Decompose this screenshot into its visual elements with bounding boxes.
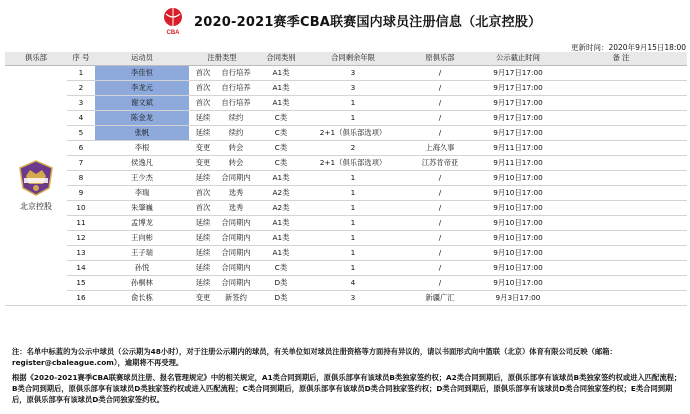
deadline: 9月17日17:00 bbox=[481, 125, 555, 140]
table-header-row bbox=[5, 52, 687, 65]
contract-years: 1 bbox=[307, 170, 399, 185]
reg-type: 延续 bbox=[189, 275, 217, 290]
notes bbox=[12, 346, 684, 409]
table-row bbox=[5, 155, 687, 170]
row-number: 5 bbox=[67, 125, 95, 140]
col-club: 俱乐部 bbox=[5, 52, 67, 65]
note-cell bbox=[555, 65, 687, 80]
contract-class: A1类 bbox=[255, 80, 307, 95]
reg-type: 首次 bbox=[189, 200, 217, 215]
reg-type: 首次 bbox=[189, 185, 217, 200]
player-name: 王子瑞 bbox=[95, 245, 189, 260]
previous-club: / bbox=[399, 260, 481, 275]
table-row bbox=[5, 140, 687, 155]
page-header bbox=[0, 0, 690, 40]
contract-years: 1 bbox=[307, 95, 399, 110]
deadline: 9月17日17:00 bbox=[481, 110, 555, 125]
table-row bbox=[5, 290, 687, 305]
previous-club: / bbox=[399, 215, 481, 230]
player-name: 陈金龙 bbox=[95, 110, 189, 125]
contract-years: 1 bbox=[307, 260, 399, 275]
contract-class: C类 bbox=[255, 110, 307, 125]
reg-subtype: 自行培养 bbox=[217, 65, 255, 80]
note-1: 注：名单中标蓝的为公示中球员（公示期为48小时），对于注册公示期内的球员，有关单位如对球员注册资格等方面持有异议的，请以书面形式向中篮联（北京）体育有限公司反映（邮箱：register@cbaleague.com），逾期将不再受理。 bbox=[12, 347, 617, 367]
contract-years: 3 bbox=[307, 80, 399, 95]
contract-years: 1 bbox=[307, 185, 399, 200]
contract-years: 1 bbox=[307, 215, 399, 230]
contract-class: A1类 bbox=[255, 215, 307, 230]
cba-logo-icon bbox=[160, 6, 186, 36]
contract-years: 2+1（俱乐部选项） bbox=[307, 125, 399, 140]
reg-subtype: 续约 bbox=[217, 125, 255, 140]
table-row bbox=[5, 170, 687, 185]
previous-club: / bbox=[399, 245, 481, 260]
col-note: 备 注 bbox=[555, 52, 687, 65]
contract-years: 3 bbox=[307, 290, 399, 305]
logo-text: CBA bbox=[166, 30, 180, 36]
player-name: 侯逸凡 bbox=[95, 155, 189, 170]
contract-class: A2类 bbox=[255, 185, 307, 200]
club-name: 北京控股 bbox=[20, 202, 52, 211]
reg-type: 延续 bbox=[189, 110, 217, 125]
previous-club: / bbox=[399, 80, 481, 95]
table-row bbox=[5, 200, 687, 215]
note-cell bbox=[555, 125, 687, 140]
deadline: 9月10日17:00 bbox=[481, 245, 555, 260]
reg-type: 延续 bbox=[189, 215, 217, 230]
row-number: 14 bbox=[67, 260, 95, 275]
contract-class: A2类 bbox=[255, 200, 307, 215]
note-cell bbox=[555, 185, 687, 200]
player-name: 朱肇巍 bbox=[95, 200, 189, 215]
row-number: 16 bbox=[67, 290, 95, 305]
contract-years: 1 bbox=[307, 230, 399, 245]
reg-subtype: 合同期内 bbox=[217, 275, 255, 290]
reg-subtype: 转会 bbox=[217, 155, 255, 170]
reg-type: 延续 bbox=[189, 230, 217, 245]
contract-class: A1类 bbox=[255, 170, 307, 185]
deadline: 9月17日17:00 bbox=[481, 95, 555, 110]
col-deadline: 公示截止时间 bbox=[481, 52, 555, 65]
player-name: 李龙元 bbox=[95, 80, 189, 95]
previous-club: 上海久事 bbox=[399, 140, 481, 155]
reg-type: 延续 bbox=[189, 260, 217, 275]
previous-club: / bbox=[399, 170, 481, 185]
contract-years: 2 bbox=[307, 140, 399, 155]
col-player: 运动员 bbox=[95, 52, 189, 65]
reg-type: 变更 bbox=[189, 290, 217, 305]
update-time: 更新时间：2020年9月15日18:00 bbox=[570, 43, 686, 52]
contract-class: A1类 bbox=[255, 245, 307, 260]
deadline: 9月17日17:00 bbox=[481, 80, 555, 95]
note-cell bbox=[555, 200, 687, 215]
contract-class: C类 bbox=[255, 140, 307, 155]
reg-subtype: 合同期内 bbox=[217, 170, 255, 185]
reg-subtype: 自行培养 bbox=[217, 95, 255, 110]
reg-type: 延续 bbox=[189, 125, 217, 140]
deadline: 9月10日17:00 bbox=[481, 260, 555, 275]
deadline: 9月10日17:00 bbox=[481, 170, 555, 185]
contract-years: 3 bbox=[307, 65, 399, 80]
previous-club: / bbox=[399, 230, 481, 245]
reg-subtype: 合同期内 bbox=[217, 260, 255, 275]
reg-subtype: 自行培养 bbox=[217, 80, 255, 95]
reg-subtype: 合同期内 bbox=[217, 230, 255, 245]
note-cell bbox=[555, 80, 687, 95]
reg-subtype: 合同期内 bbox=[217, 245, 255, 260]
previous-club: / bbox=[399, 200, 481, 215]
contract-class: A1类 bbox=[255, 95, 307, 110]
deadline: 9月10日17:00 bbox=[481, 200, 555, 215]
table-row bbox=[5, 245, 687, 260]
contract-years: 1 bbox=[307, 200, 399, 215]
table-row bbox=[5, 95, 687, 110]
note-cell bbox=[555, 245, 687, 260]
previous-club: / bbox=[399, 275, 481, 290]
previous-club: / bbox=[399, 185, 481, 200]
deadline: 9月10日17:00 bbox=[481, 275, 555, 290]
reg-type: 延续 bbox=[189, 170, 217, 185]
col-reg-type: 注册类型 bbox=[189, 52, 255, 65]
player-name: 王少杰 bbox=[95, 170, 189, 185]
player-name: 孟博龙 bbox=[95, 215, 189, 230]
player-name: 俞长栋 bbox=[95, 290, 189, 305]
note-cell bbox=[555, 290, 687, 305]
reg-type: 首次 bbox=[189, 65, 217, 80]
row-number: 11 bbox=[67, 215, 95, 230]
reg-subtype: 新签约 bbox=[217, 290, 255, 305]
player-name: 孙悦 bbox=[95, 260, 189, 275]
row-number: 12 bbox=[67, 230, 95, 245]
player-name: 孙桐林 bbox=[95, 275, 189, 290]
contract-class: C类 bbox=[255, 260, 307, 275]
reg-subtype: 选秀 bbox=[217, 185, 255, 200]
note-cell bbox=[555, 95, 687, 110]
previous-club: / bbox=[399, 125, 481, 140]
deadline: 9月11日17:00 bbox=[481, 140, 555, 155]
row-number: 15 bbox=[67, 275, 95, 290]
reg-type: 变更 bbox=[189, 140, 217, 155]
table-row bbox=[5, 185, 687, 200]
col-no: 序 号 bbox=[67, 52, 95, 65]
contract-years: 1 bbox=[307, 245, 399, 260]
reg-subtype: 转会 bbox=[217, 140, 255, 155]
reg-type: 变更 bbox=[189, 155, 217, 170]
note-cell bbox=[555, 260, 687, 275]
table-row bbox=[5, 260, 687, 275]
reg-subtype: 合同期内 bbox=[217, 215, 255, 230]
player-name: 李佳恒 bbox=[95, 65, 189, 80]
player-name: 李根 bbox=[95, 140, 189, 155]
table-row bbox=[5, 275, 687, 290]
previous-club: 江苏肯帝亚 bbox=[399, 155, 481, 170]
table-row bbox=[5, 65, 687, 80]
contract-years: 4 bbox=[307, 275, 399, 290]
table-row bbox=[5, 215, 687, 230]
previous-club: / bbox=[399, 65, 481, 80]
row-number: 10 bbox=[67, 200, 95, 215]
contract-class: D类 bbox=[255, 290, 307, 305]
note-cell bbox=[555, 275, 687, 290]
row-number: 7 bbox=[67, 155, 95, 170]
page-title: 2020-2021赛季CBA联赛国内球员注册信息（北京控股） bbox=[194, 15, 542, 30]
note-cell bbox=[555, 110, 687, 125]
reg-type: 延续 bbox=[189, 245, 217, 260]
contract-class: C类 bbox=[255, 155, 307, 170]
club-cell bbox=[5, 65, 67, 305]
row-number: 1 bbox=[67, 65, 95, 80]
contract-class: A1类 bbox=[255, 65, 307, 80]
col-prev-club: 原俱乐部 bbox=[399, 52, 481, 65]
row-number: 2 bbox=[67, 80, 95, 95]
deadline: 9月10日17:00 bbox=[481, 185, 555, 200]
note-cell bbox=[555, 170, 687, 185]
reg-subtype: 续约 bbox=[217, 110, 255, 125]
row-number: 8 bbox=[67, 170, 95, 185]
note-2: 根据《2020-2021赛季CBA联赛球员注册、报名管理规定》中的相关规定，A1类合同到期后，原俱乐部享有该球员B类独家签约权；A2类合同到期后，原俱乐部享有该球员B类独家签约权或进入匹配流程；B类合同到期后，原俱乐部享有该球员D类独家签约权或进入匹配流程；C类合同到期后，原俱乐部享有该球员D类合同独家签约权；D类合同到期后，原俱乐部享有该球员D类合同独家签约权；E类合同到期后，原俱乐部享有该球员D类合同独家签约权。 bbox=[12, 373, 682, 404]
contract-years: 1 bbox=[307, 110, 399, 125]
deadline: 9月3日17:00 bbox=[481, 290, 555, 305]
table-row bbox=[5, 125, 687, 140]
deadline: 9月10日17:00 bbox=[481, 230, 555, 245]
contract-class: C类 bbox=[255, 125, 307, 140]
previous-club: / bbox=[399, 95, 481, 110]
row-number: 6 bbox=[67, 140, 95, 155]
note-cell bbox=[555, 140, 687, 155]
player-name: 谢文斌 bbox=[95, 95, 189, 110]
row-number: 13 bbox=[67, 245, 95, 260]
reg-type: 首次 bbox=[189, 80, 217, 95]
note-cell bbox=[555, 230, 687, 245]
contract-class: D类 bbox=[255, 275, 307, 290]
table-row bbox=[5, 110, 687, 125]
reg-subtype: 选秀 bbox=[217, 200, 255, 215]
deadline: 9月10日17:00 bbox=[481, 215, 555, 230]
contract-years: 2+1（俱乐部选项） bbox=[307, 155, 399, 170]
row-number: 3 bbox=[67, 95, 95, 110]
beijing-royal-fighters-logo-icon bbox=[16, 158, 56, 198]
deadline: 9月11日17:00 bbox=[481, 155, 555, 170]
registration-table bbox=[5, 52, 687, 306]
table-row bbox=[5, 80, 687, 95]
note-cell bbox=[555, 215, 687, 230]
player-name: 李瑞 bbox=[95, 185, 189, 200]
col-contract: 合同类别 bbox=[255, 52, 307, 65]
player-name: 王向彬 bbox=[95, 230, 189, 245]
col-years: 合同剩余年限 bbox=[307, 52, 399, 65]
row-number: 9 bbox=[67, 185, 95, 200]
previous-club: 新疆广汇 bbox=[399, 290, 481, 305]
note-cell bbox=[555, 155, 687, 170]
player-name: 张帆 bbox=[95, 125, 189, 140]
table-row bbox=[5, 230, 687, 245]
previous-club: / bbox=[399, 110, 481, 125]
contract-class: A1类 bbox=[255, 230, 307, 245]
reg-type: 首次 bbox=[189, 95, 217, 110]
deadline: 9月17日17:00 bbox=[481, 65, 555, 80]
row-number: 4 bbox=[67, 110, 95, 125]
